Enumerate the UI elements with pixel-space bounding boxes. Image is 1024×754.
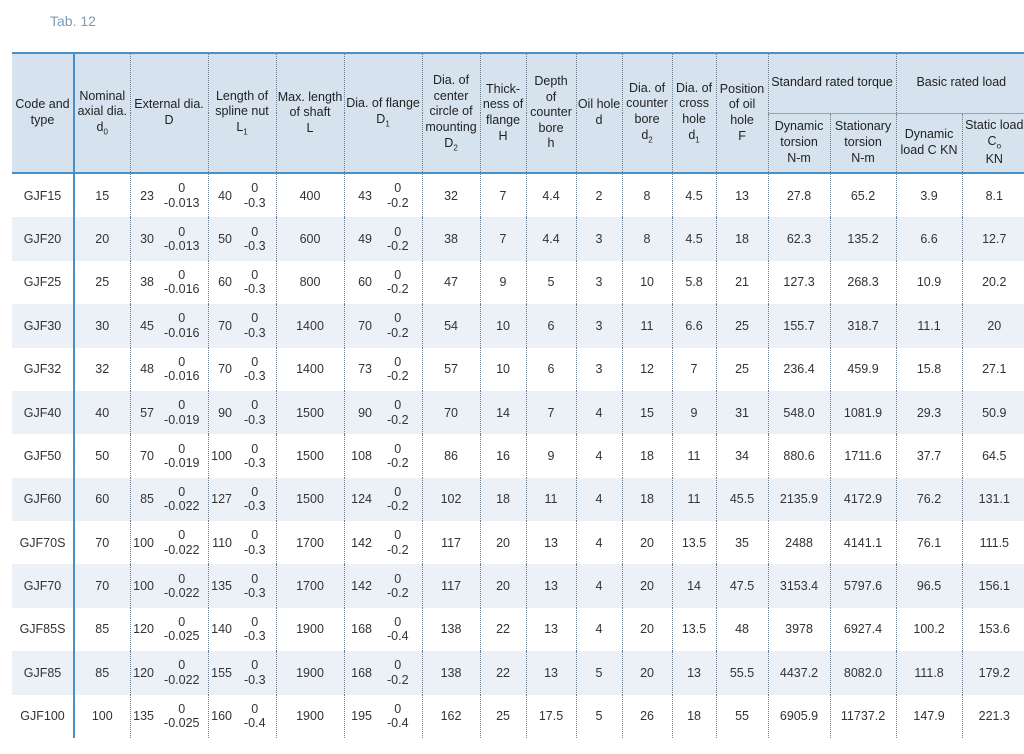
cell-L1: 140 bbox=[208, 608, 234, 651]
header-load-group: Basic rated load bbox=[896, 53, 1024, 113]
cell-H: 20 bbox=[480, 564, 526, 607]
cell-dyn_c: 6.6 bbox=[896, 217, 962, 260]
cell-dyn_c: 76.1 bbox=[896, 521, 962, 564]
cell-code: GJF30 bbox=[12, 304, 74, 347]
table-row bbox=[12, 478, 1024, 521]
tolerance-cell: 0 -0.3 bbox=[234, 304, 276, 347]
cell-F: 13 bbox=[716, 173, 768, 217]
cell-F: 21 bbox=[716, 261, 768, 304]
cell-H: 22 bbox=[480, 608, 526, 651]
cell-d1: 11 bbox=[672, 478, 716, 521]
cell-H: 18 bbox=[480, 478, 526, 521]
table-row bbox=[12, 173, 1024, 217]
cell-d0: 100 bbox=[74, 695, 130, 738]
cell-h: 17.5 bbox=[526, 695, 576, 738]
tolerance-cell: 0 -0.3 bbox=[234, 478, 276, 521]
cell-D1: 108 bbox=[344, 434, 374, 477]
header-thickness: Thick-ness of flange H bbox=[480, 53, 526, 173]
cell-dyn_c: 3.9 bbox=[896, 173, 962, 217]
cell-D2: 162 bbox=[422, 695, 480, 738]
tolerance-cell: 0 -0.3 bbox=[234, 391, 276, 434]
cell-d2: 15 bbox=[622, 391, 672, 434]
cell-d1: 6.6 bbox=[672, 304, 716, 347]
cell-H: 16 bbox=[480, 434, 526, 477]
cell-F: 34 bbox=[716, 434, 768, 477]
cell-dyn_t: 27.8 bbox=[768, 173, 830, 217]
cell-stat_c: 221.3 bbox=[962, 695, 1024, 738]
cell-L: 1900 bbox=[276, 695, 344, 738]
cell-H: 14 bbox=[480, 391, 526, 434]
tolerance-cell: 0 -0.019 bbox=[156, 434, 208, 477]
tolerance-cell: 0 -0.2 bbox=[374, 173, 422, 217]
tolerance-cell: 0 -0.022 bbox=[156, 521, 208, 564]
cell-d: 3 bbox=[576, 217, 622, 260]
cell-D1: 73 bbox=[344, 348, 374, 391]
cell-D: 100 bbox=[130, 521, 156, 564]
table-row bbox=[12, 695, 1024, 738]
cell-H: 9 bbox=[480, 261, 526, 304]
cell-D2: 102 bbox=[422, 478, 480, 521]
cell-D2: 117 bbox=[422, 521, 480, 564]
cell-L1: 60 bbox=[208, 261, 234, 304]
cell-D: 100 bbox=[130, 564, 156, 607]
cell-stat_t: 135.2 bbox=[830, 217, 896, 260]
cell-D1: 142 bbox=[344, 564, 374, 607]
cell-stat_t: 268.3 bbox=[830, 261, 896, 304]
cell-d2: 8 bbox=[622, 173, 672, 217]
header-flange: Dia. of flange $D_1$ bbox=[344, 53, 422, 173]
tolerance-cell: 0 -0.2 bbox=[374, 434, 422, 477]
cell-d: 4 bbox=[576, 391, 622, 434]
cell-L: 800 bbox=[276, 261, 344, 304]
header-torque-group: Standard rated torque bbox=[768, 53, 896, 113]
cell-d: 3 bbox=[576, 348, 622, 391]
cell-d1: 18 bbox=[672, 695, 716, 738]
cell-stat_t: 4172.9 bbox=[830, 478, 896, 521]
cell-L1: 100 bbox=[208, 434, 234, 477]
cell-stat_t: 65.2 bbox=[830, 173, 896, 217]
table-row bbox=[12, 434, 1024, 477]
cell-d2: 11 bbox=[622, 304, 672, 347]
cell-D2: 38 bbox=[422, 217, 480, 260]
cell-D: 45 bbox=[130, 304, 156, 347]
spec-table bbox=[12, 52, 1024, 738]
cell-D: 23 bbox=[130, 173, 156, 217]
cell-D2: 54 bbox=[422, 304, 480, 347]
cell-code: GJF100 bbox=[12, 695, 74, 738]
cell-D1: 70 bbox=[344, 304, 374, 347]
tolerance-cell: 0 -0.3 bbox=[234, 521, 276, 564]
tolerance-cell: 0 -0.013 bbox=[156, 217, 208, 260]
cell-D2: 32 bbox=[422, 173, 480, 217]
cell-L: 1400 bbox=[276, 304, 344, 347]
cell-d0: 30 bbox=[74, 304, 130, 347]
header-cross-hole: Dia. of cross hole $d_1$ bbox=[672, 53, 716, 173]
cell-dyn_t: 4437.2 bbox=[768, 651, 830, 694]
cell-stat_c: 8.1 bbox=[962, 173, 1024, 217]
cell-dyn_t: 548.0 bbox=[768, 391, 830, 434]
cell-D2: 117 bbox=[422, 564, 480, 607]
header-maxlen: Max. length of shaft L bbox=[276, 53, 344, 173]
cell-dyn_c: 10.9 bbox=[896, 261, 962, 304]
cell-stat_c: 179.2 bbox=[962, 651, 1024, 694]
cell-h: 5 bbox=[526, 261, 576, 304]
tolerance-cell: 0 -0.013 bbox=[156, 173, 208, 217]
cell-stat_c: 50.9 bbox=[962, 391, 1024, 434]
cell-dyn_t: 155.7 bbox=[768, 304, 830, 347]
header-spline: Length of spline nut $L_1$ bbox=[208, 53, 276, 173]
cell-L: 1500 bbox=[276, 434, 344, 477]
cell-L1: 127 bbox=[208, 478, 234, 521]
cell-dyn_t: 127.3 bbox=[768, 261, 830, 304]
cell-D: 38 bbox=[130, 261, 156, 304]
cell-stat_c: 153.6 bbox=[962, 608, 1024, 651]
cell-H: 20 bbox=[480, 521, 526, 564]
tolerance-cell: 0 -0.022 bbox=[156, 651, 208, 694]
cell-L1: 70 bbox=[208, 304, 234, 347]
tolerance-cell: 0 -0.025 bbox=[156, 608, 208, 651]
cell-dyn_c: 29.3 bbox=[896, 391, 962, 434]
cell-F: 25 bbox=[716, 304, 768, 347]
cell-F: 47.5 bbox=[716, 564, 768, 607]
cell-stat_t: 6927.4 bbox=[830, 608, 896, 651]
header-counter-bore: Dia. of counter bore $d_2$ bbox=[622, 53, 672, 173]
cell-d: 4 bbox=[576, 564, 622, 607]
cell-D2: 86 bbox=[422, 434, 480, 477]
cell-stat_c: 64.5 bbox=[962, 434, 1024, 477]
cell-code: GJF40 bbox=[12, 391, 74, 434]
cell-h: 13 bbox=[526, 564, 576, 607]
cell-d2: 8 bbox=[622, 217, 672, 260]
cell-dyn_c: 100.2 bbox=[896, 608, 962, 651]
cell-L1: 50 bbox=[208, 217, 234, 260]
cell-L: 1700 bbox=[276, 521, 344, 564]
cell-L: 1700 bbox=[276, 564, 344, 607]
table-row bbox=[12, 608, 1024, 651]
tolerance-cell: 0 -0.016 bbox=[156, 261, 208, 304]
cell-H: 10 bbox=[480, 304, 526, 347]
cell-F: 31 bbox=[716, 391, 768, 434]
cell-dyn_c: 76.2 bbox=[896, 478, 962, 521]
cell-H: 10 bbox=[480, 348, 526, 391]
cell-stat_t: 5797.6 bbox=[830, 564, 896, 607]
table-row bbox=[12, 304, 1024, 347]
cell-stat_c: 111.5 bbox=[962, 521, 1024, 564]
cell-d2: 12 bbox=[622, 348, 672, 391]
cell-d: 4 bbox=[576, 608, 622, 651]
tolerance-cell: 0 -0.3 bbox=[234, 173, 276, 217]
tolerance-cell: 0 -0.022 bbox=[156, 564, 208, 607]
cell-d1: 4.5 bbox=[672, 173, 716, 217]
tolerance-cell: 0 -0.025 bbox=[156, 695, 208, 738]
cell-code: GJF15 bbox=[12, 173, 74, 217]
cell-dyn_t: 62.3 bbox=[768, 217, 830, 260]
cell-L: 1400 bbox=[276, 348, 344, 391]
cell-stat_t: 1711.6 bbox=[830, 434, 896, 477]
cell-D1: 90 bbox=[344, 391, 374, 434]
cell-stat_t: 8082.0 bbox=[830, 651, 896, 694]
table-row bbox=[12, 261, 1024, 304]
header-static-load: Static load $C_o$ KN bbox=[962, 113, 1024, 173]
tolerance-cell: 0 -0.3 bbox=[234, 217, 276, 260]
cell-L: 400 bbox=[276, 173, 344, 217]
cell-d2: 20 bbox=[622, 651, 672, 694]
cell-d: 3 bbox=[576, 261, 622, 304]
cell-D1: 195 bbox=[344, 695, 374, 738]
cell-d1: 13.5 bbox=[672, 521, 716, 564]
header-nominal: Nominal axial dia. $d_0$ bbox=[74, 53, 130, 173]
cell-h: 13 bbox=[526, 608, 576, 651]
cell-dyn_t: 2488 bbox=[768, 521, 830, 564]
tolerance-cell: 0 -0.2 bbox=[374, 261, 422, 304]
cell-D2: 57 bbox=[422, 348, 480, 391]
cell-D1: 49 bbox=[344, 217, 374, 260]
cell-d0: 40 bbox=[74, 391, 130, 434]
cell-code: GJF85 bbox=[12, 651, 74, 694]
cell-d2: 18 bbox=[622, 434, 672, 477]
header-center: Dia. of center circle of mounting $D_2$ bbox=[422, 53, 480, 173]
cell-code: GJF60 bbox=[12, 478, 74, 521]
cell-D2: 138 bbox=[422, 651, 480, 694]
table-row bbox=[12, 348, 1024, 391]
cell-L1: 110 bbox=[208, 521, 234, 564]
cell-d: 4 bbox=[576, 434, 622, 477]
cell-d2: 20 bbox=[622, 521, 672, 564]
cell-d0: 32 bbox=[74, 348, 130, 391]
cell-d0: 20 bbox=[74, 217, 130, 260]
cell-h: 7 bbox=[526, 391, 576, 434]
cell-L: 1900 bbox=[276, 651, 344, 694]
header-dynamic-load: Dynamic load C KN bbox=[896, 113, 962, 173]
cell-D1: 60 bbox=[344, 261, 374, 304]
cell-stat_c: 156.1 bbox=[962, 564, 1024, 607]
cell-dyn_t: 3153.4 bbox=[768, 564, 830, 607]
cell-d0: 15 bbox=[74, 173, 130, 217]
cell-d1: 13.5 bbox=[672, 608, 716, 651]
cell-L1: 90 bbox=[208, 391, 234, 434]
cell-stat_t: 1081.9 bbox=[830, 391, 896, 434]
cell-h: 6 bbox=[526, 304, 576, 347]
cell-D1: 168 bbox=[344, 608, 374, 651]
cell-d: 3 bbox=[576, 304, 622, 347]
cell-H: 22 bbox=[480, 651, 526, 694]
cell-D: 135 bbox=[130, 695, 156, 738]
cell-d2: 20 bbox=[622, 564, 672, 607]
cell-h: 13 bbox=[526, 521, 576, 564]
cell-F: 35 bbox=[716, 521, 768, 564]
cell-H: 25 bbox=[480, 695, 526, 738]
tolerance-cell: 0 -0.3 bbox=[234, 564, 276, 607]
cell-d2: 18 bbox=[622, 478, 672, 521]
cell-code: GJF25 bbox=[12, 261, 74, 304]
cell-dyn_c: 147.9 bbox=[896, 695, 962, 738]
header-dynamic-torsion: Dynamic torsion N-m bbox=[768, 113, 830, 173]
cell-H: 7 bbox=[480, 217, 526, 260]
cell-F: 18 bbox=[716, 217, 768, 260]
cell-L: 1500 bbox=[276, 478, 344, 521]
cell-stat_t: 459.9 bbox=[830, 348, 896, 391]
tolerance-cell: 0 -0.4 bbox=[374, 608, 422, 651]
cell-d1: 5.8 bbox=[672, 261, 716, 304]
cell-F: 55 bbox=[716, 695, 768, 738]
cell-h: 4.4 bbox=[526, 173, 576, 217]
cell-L1: 135 bbox=[208, 564, 234, 607]
header-oil-position: Position of oil hole F bbox=[716, 53, 768, 173]
cell-d: 4 bbox=[576, 478, 622, 521]
cell-stat_c: 20 bbox=[962, 304, 1024, 347]
cell-D: 30 bbox=[130, 217, 156, 260]
cell-dyn_t: 2135.9 bbox=[768, 478, 830, 521]
cell-d1: 13 bbox=[672, 651, 716, 694]
tolerance-cell: 0 -0.2 bbox=[374, 478, 422, 521]
cell-d2: 10 bbox=[622, 261, 672, 304]
tolerance-cell: 0 -0.2 bbox=[374, 564, 422, 607]
tolerance-cell: 0 -0.016 bbox=[156, 304, 208, 347]
cell-d2: 20 bbox=[622, 608, 672, 651]
cell-h: 6 bbox=[526, 348, 576, 391]
cell-stat_c: 12.7 bbox=[962, 217, 1024, 260]
tolerance-cell: 0 -0.3 bbox=[234, 651, 276, 694]
cell-D: 120 bbox=[130, 608, 156, 651]
cell-d1: 11 bbox=[672, 434, 716, 477]
cell-d: 4 bbox=[576, 521, 622, 564]
cell-L1: 40 bbox=[208, 173, 234, 217]
header-oil-hole: Oil hole d bbox=[576, 53, 622, 173]
cell-dyn_c: 15.8 bbox=[896, 348, 962, 391]
cell-stat_t: 4141.1 bbox=[830, 521, 896, 564]
cell-D: 85 bbox=[130, 478, 156, 521]
cell-stat_t: 318.7 bbox=[830, 304, 896, 347]
header-stationary-torsion: Stationary torsion N-m bbox=[830, 113, 896, 173]
cell-D: 48 bbox=[130, 348, 156, 391]
cell-d1: 7 bbox=[672, 348, 716, 391]
cell-dyn_t: 3978 bbox=[768, 608, 830, 651]
cell-code: GJF70 bbox=[12, 564, 74, 607]
cell-L1: 155 bbox=[208, 651, 234, 694]
header-external: External dia. D bbox=[130, 53, 208, 173]
cell-d1: 4.5 bbox=[672, 217, 716, 260]
cell-F: 55.5 bbox=[716, 651, 768, 694]
tolerance-cell: 0 -0.019 bbox=[156, 391, 208, 434]
cell-stat_t: 11737.2 bbox=[830, 695, 896, 738]
cell-d: 5 bbox=[576, 695, 622, 738]
cell-d0: 70 bbox=[74, 521, 130, 564]
tolerance-cell: 0 -0.016 bbox=[156, 348, 208, 391]
cell-dyn_c: 111.8 bbox=[896, 651, 962, 694]
cell-d1: 14 bbox=[672, 564, 716, 607]
cell-stat_c: 27.1 bbox=[962, 348, 1024, 391]
table-row bbox=[12, 391, 1024, 434]
cell-d0: 50 bbox=[74, 434, 130, 477]
cell-D1: 142 bbox=[344, 521, 374, 564]
cell-d0: 25 bbox=[74, 261, 130, 304]
cell-d0: 85 bbox=[74, 651, 130, 694]
cell-dyn_t: 6905.9 bbox=[768, 695, 830, 738]
cell-L1: 160 bbox=[208, 695, 234, 738]
cell-D: 120 bbox=[130, 651, 156, 694]
cell-D: 70 bbox=[130, 434, 156, 477]
cell-h: 4.4 bbox=[526, 217, 576, 260]
tolerance-cell: 0 -0.4 bbox=[234, 695, 276, 738]
tolerance-cell: 0 -0.3 bbox=[234, 261, 276, 304]
tolerance-cell: 0 -0.2 bbox=[374, 651, 422, 694]
cell-D1: 168 bbox=[344, 651, 374, 694]
header-code: Code and type bbox=[12, 53, 74, 173]
cell-stat_c: 131.1 bbox=[962, 478, 1024, 521]
tolerance-cell: 0 -0.2 bbox=[374, 304, 422, 347]
cell-dyn_t: 236.4 bbox=[768, 348, 830, 391]
cell-L1: 70 bbox=[208, 348, 234, 391]
cell-code: GJF20 bbox=[12, 217, 74, 260]
cell-d0: 60 bbox=[74, 478, 130, 521]
cell-d0: 70 bbox=[74, 564, 130, 607]
cell-d0: 85 bbox=[74, 608, 130, 651]
cell-F: 48 bbox=[716, 608, 768, 651]
cell-d1: 9 bbox=[672, 391, 716, 434]
header-depth: Depth of counter bore h bbox=[526, 53, 576, 173]
cell-h: 13 bbox=[526, 651, 576, 694]
cell-d: 2 bbox=[576, 173, 622, 217]
cell-dyn_c: 37.7 bbox=[896, 434, 962, 477]
cell-code: GJF85S bbox=[12, 608, 74, 651]
cell-D1: 43 bbox=[344, 173, 374, 217]
tolerance-cell: 0 -0.022 bbox=[156, 478, 208, 521]
cell-D2: 138 bbox=[422, 608, 480, 651]
cell-D2: 47 bbox=[422, 261, 480, 304]
cell-code: GJF32 bbox=[12, 348, 74, 391]
cell-stat_c: 20.2 bbox=[962, 261, 1024, 304]
cell-dyn_t: 880.6 bbox=[768, 434, 830, 477]
tolerance-cell: 0 -0.3 bbox=[234, 608, 276, 651]
tolerance-cell: 0 -0.2 bbox=[374, 217, 422, 260]
cell-D1: 124 bbox=[344, 478, 374, 521]
cell-d2: 26 bbox=[622, 695, 672, 738]
cell-dyn_c: 96.5 bbox=[896, 564, 962, 607]
cell-code: GJF50 bbox=[12, 434, 74, 477]
cell-d: 5 bbox=[576, 651, 622, 694]
cell-F: 25 bbox=[716, 348, 768, 391]
tolerance-cell: 0 -0.2 bbox=[374, 348, 422, 391]
table-row bbox=[12, 651, 1024, 694]
cell-h: 9 bbox=[526, 434, 576, 477]
cell-D2: 70 bbox=[422, 391, 480, 434]
table-row bbox=[12, 521, 1024, 564]
table-row bbox=[12, 564, 1024, 607]
cell-F: 45.5 bbox=[716, 478, 768, 521]
table-caption: Tab. 12 bbox=[50, 13, 96, 29]
tolerance-cell: 0 -0.2 bbox=[374, 391, 422, 434]
cell-dyn_c: 11.1 bbox=[896, 304, 962, 347]
table-row bbox=[12, 217, 1024, 260]
cell-H: 7 bbox=[480, 173, 526, 217]
tolerance-cell: 0 -0.3 bbox=[234, 348, 276, 391]
cell-h: 11 bbox=[526, 478, 576, 521]
cell-D: 57 bbox=[130, 391, 156, 434]
tolerance-cell: 0 -0.3 bbox=[234, 434, 276, 477]
cell-L: 600 bbox=[276, 217, 344, 260]
tolerance-cell: 0 -0.2 bbox=[374, 521, 422, 564]
tolerance-cell: 0 -0.4 bbox=[374, 695, 422, 738]
cell-L: 1500 bbox=[276, 391, 344, 434]
cell-L: 1900 bbox=[276, 608, 344, 651]
cell-code: GJF70S bbox=[12, 521, 74, 564]
